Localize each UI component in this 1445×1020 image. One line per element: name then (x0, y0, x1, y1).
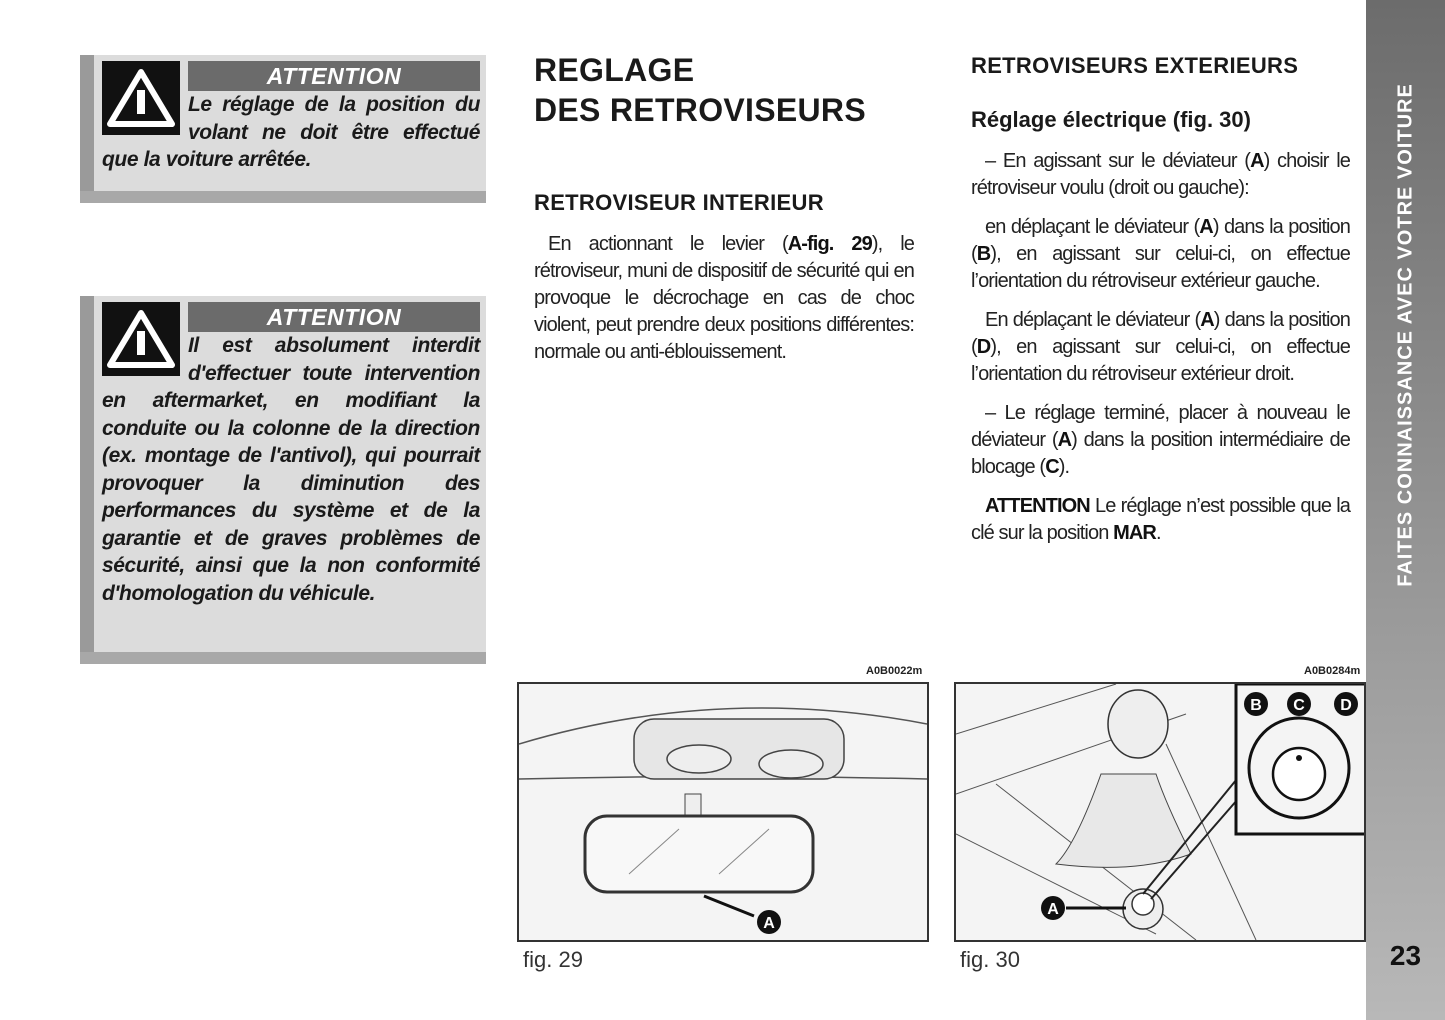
bold-text: A (1250, 150, 1264, 172)
mirror-switch-illustration (956, 684, 1364, 940)
exterior-heading: RETROVISEURS EXTERIEURS (971, 53, 1299, 78)
section-title: FAITES CONNAISSANCE AVEC VOTRE VOITURE (1394, 83, 1417, 587)
callout-label: C (1293, 697, 1305, 714)
warning-triangle-icon (102, 61, 180, 135)
figure-29-mirror (517, 682, 929, 942)
page-title (534, 50, 866, 130)
interior-text (534, 231, 914, 378)
page-number: 23 (1389, 940, 1422, 971)
bold-text: D (976, 336, 991, 358)
bold-text: B (976, 243, 991, 265)
text-segment: ) choisir le rétroviseur voulu (droit ou gauche): (971, 150, 1350, 199)
interior-heading: RETROVISEUR INTERIEUR (534, 190, 824, 215)
figure-caption: fig. 29 (523, 947, 583, 972)
text-segment: ) dans la position ( (971, 309, 1350, 358)
bold-text: MAR (1113, 522, 1156, 544)
warning-box-steering (80, 55, 486, 203)
bold-text: A (1057, 429, 1072, 451)
text-segment: Le réglage n’est possible que la clé sur la position (971, 495, 1350, 544)
paragraph (971, 214, 1350, 295)
paragraph (971, 148, 1350, 202)
text-segment: En actionnant le levier ( (548, 233, 788, 255)
text-segment: ), le rétroviseur, muni de dispositif de sécurité qui en provoque le décrochage en cas de choc violent, peut prendre deux positions différentes: normale ou anti-éblouissement. (534, 233, 914, 363)
figure-code: A0B0022m (866, 665, 923, 677)
figure-30-mirror-switch (954, 682, 1366, 942)
bold-text: A (1199, 216, 1213, 238)
text-segment: ) dans la position intermédiaire de blocage ( (971, 429, 1350, 478)
paragraph (971, 493, 1350, 547)
bold-text: A (1200, 309, 1214, 331)
callout-label: A (763, 915, 775, 932)
exterior-subheading: Réglage électrique (fig. 30) (971, 107, 1251, 132)
warning-text: Il est absolument interdit d'effectuer toute intervention en aftermarket, en modifiant la conduite ou la colonne de la direction (ex. montage de l'antivol), qui pourrait provoquer la diminution des performances du système et de la garantie et de graves problèmes de sécurité, ainsi que la non conformité d'homologation du véhicule. (102, 334, 480, 605)
title-line: DES RETROVISEURS (534, 92, 866, 128)
warning-header: ATTENTION (188, 302, 480, 332)
title-line: REGLAGE (534, 52, 695, 88)
text-segment: – En agissant sur le déviateur ( (985, 150, 1251, 172)
bold-text: ATTENTION (985, 495, 1090, 517)
text-segment: ). (1058, 456, 1070, 478)
text-segment: En déplaçant le déviateur ( (985, 309, 1201, 331)
paragraph (971, 400, 1350, 481)
warning-box-aftermarket (80, 296, 486, 664)
warning-header: ATTENTION (188, 61, 480, 91)
text-segment: en déplaçant le déviateur ( (985, 216, 1200, 238)
text-segment: ), en agissant sur celui-ci, on effectue l’orientation du rétroviseur extérieur gauche. (971, 243, 1350, 292)
figure-code: A0B0284m (1304, 665, 1361, 677)
section-sidebar (1366, 0, 1445, 1020)
text-segment: ), en agissant sur celui-ci, on effectue l’orientation du rétroviseur extérieur droit. (971, 336, 1350, 385)
exterior-text (971, 148, 1350, 559)
interior-mirror-illustration (519, 684, 927, 940)
text-segment: . (1155, 522, 1161, 544)
callout-label: B (1250, 697, 1262, 714)
callout-label: A (1047, 901, 1059, 918)
text-segment: ) dans la position ( (971, 216, 1350, 265)
figure-caption: fig. 30 (960, 947, 1020, 972)
paragraph (971, 307, 1350, 388)
warning-triangle-icon (102, 302, 180, 376)
text-segment: – Le réglage terminé, placer à nouveau le déviateur ( (971, 402, 1350, 451)
bold-text: C (1045, 456, 1059, 478)
paragraph (534, 231, 914, 366)
bold-text: A-fig. 29 (787, 233, 872, 255)
warning-text: Le réglage de la position du volant ne doit être effectué que la voiture arrêtée. (102, 93, 480, 171)
callout-label: D (1340, 697, 1352, 714)
